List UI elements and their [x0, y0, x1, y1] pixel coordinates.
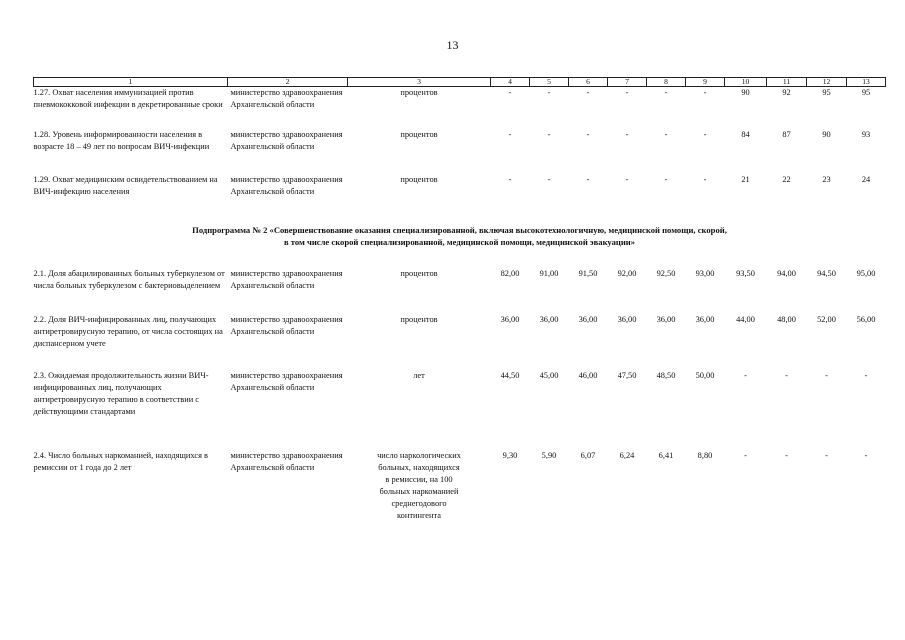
- value-cell: 82,00: [500, 268, 520, 278]
- value-cell: 90: [741, 88, 750, 97]
- value-cell: 94,00: [777, 268, 796, 278]
- value-cell: 47,50: [617, 370, 637, 380]
- value-cell: 24: [861, 174, 871, 184]
- column-number: 11: [767, 78, 807, 87]
- column-number: 12: [807, 78, 847, 87]
- column-number: 7: [608, 78, 647, 87]
- value-cell: -: [744, 450, 747, 460]
- table-row: [34, 268, 886, 314]
- value-cell: 22: [782, 174, 791, 184]
- unit: процентов: [400, 268, 438, 278]
- value-cell: -: [508, 129, 512, 139]
- column-number: 5: [530, 78, 569, 87]
- value-cell: -: [586, 174, 590, 184]
- value-cell: 23: [822, 174, 831, 184]
- column-number-row: [34, 78, 886, 87]
- value-cell: 6,24: [619, 450, 635, 460]
- value-cell: 92: [782, 88, 791, 97]
- page-number: 13: [446, 38, 459, 52]
- value-cell: -: [825, 370, 828, 380]
- value-cell: 91,00: [539, 268, 559, 278]
- indicator-name: 1.28. Уровень информированности населения в возрасте 18 – 49 лет по вопросам ВИЧ-инфекции: [33, 129, 210, 151]
- column-number: 3: [348, 78, 491, 87]
- responsible-org: министерство здравоохранения Архангельской области: [230, 268, 343, 290]
- unit: число наркологических больных, находящихся в ремиссии, на 100 больных наркоманией среднегодового контингента: [377, 450, 461, 520]
- subprogram-title-line1: Подпрограмма № 2 «Совершенствование оказания специализированной, включая высокотехнологичную, медицинской помощи, скорой,: [192, 224, 727, 235]
- value-cell: -: [785, 370, 788, 380]
- indicator-name: 2.2. Доля ВИЧ-инфицированных лиц, получающих антиретровирусную терапию, от числа состоящих на диспансерном учете: [33, 314, 223, 348]
- section-row: [34, 224, 886, 268]
- responsible-org: министерство здравоохранения Архангельской области: [230, 370, 343, 392]
- value-cell: -: [625, 88, 629, 97]
- value-cell: 52,00: [817, 314, 836, 324]
- value-cell: -: [547, 129, 551, 139]
- value-cell: 94,50: [817, 268, 836, 278]
- value-cell: -: [703, 88, 707, 97]
- indicators-table: [33, 77, 886, 568]
- value-cell: -: [547, 88, 551, 97]
- unit: процентов: [400, 88, 438, 97]
- value-cell: 48,00: [777, 314, 796, 324]
- value-cell: 50,00: [695, 370, 715, 380]
- table-row: [34, 174, 886, 224]
- value-cell: -: [586, 129, 590, 139]
- responsible-org: министерство здравоохранения Архангельской области: [230, 174, 343, 196]
- value-cell: 44,00: [736, 314, 755, 324]
- value-cell: -: [664, 129, 668, 139]
- unit: процентов: [400, 129, 438, 139]
- value-cell: 95: [822, 88, 831, 97]
- value-cell: -: [547, 174, 551, 184]
- table-row: [34, 314, 886, 370]
- value-cell: 36,00: [695, 314, 715, 324]
- value-cell: 87: [782, 129, 791, 139]
- indicator-name: 1.27. Охват населения иммунизацией против пневмококковой инфекции в декретированные сроки: [33, 88, 223, 109]
- value-cell: 91,50: [578, 268, 598, 278]
- value-cell: 36,00: [539, 314, 559, 324]
- value-cell: 93: [861, 129, 871, 139]
- responsible-org: министерство здравоохранения Архангельской области: [230, 450, 343, 472]
- value-cell: -: [664, 88, 668, 97]
- table-row: [34, 87, 886, 129]
- value-cell: -: [586, 88, 590, 97]
- value-cell: -: [625, 174, 629, 184]
- responsible-org: министерство здравоохранения Архангельской области: [230, 129, 343, 151]
- value-cell: 36,00: [578, 314, 598, 324]
- value-cell: 90: [822, 129, 831, 139]
- unit: лет: [413, 370, 425, 380]
- value-cell: 9,30: [502, 450, 518, 460]
- indicator-name: 2.1. Доля абацилированных больных туберкулезом от числа больных туберкулезом с бактериовыделением: [33, 268, 225, 290]
- column-number: 2: [228, 78, 348, 87]
- value-cell: -: [785, 450, 788, 460]
- value-cell: 6,07: [580, 450, 596, 460]
- value-cell: 46,00: [578, 370, 598, 380]
- value-cell: -: [508, 88, 512, 97]
- column-number: 8: [647, 78, 686, 87]
- indicator-name: 2.4. Число больных наркоманией, находящихся в ремиссии от 1 года до 2 лет: [33, 450, 208, 472]
- value-cell: -: [744, 370, 747, 380]
- column-number: 6: [569, 78, 608, 87]
- value-cell: 8,80: [697, 450, 713, 460]
- value-cell: 95,00: [856, 268, 876, 278]
- subprogram-title-line2: в том числе скорой специализированной, медицинской помощи, медицинской эвакуации»: [283, 236, 636, 247]
- value-cell: -: [864, 370, 868, 380]
- column-number: 4: [491, 78, 530, 87]
- value-cell: 21: [741, 174, 750, 184]
- value-cell: 92,50: [656, 268, 676, 278]
- table-row: [34, 450, 886, 568]
- unit: процентов: [400, 174, 438, 184]
- value-cell: 44,50: [500, 370, 520, 380]
- responsible-org: министерство здравоохранения Архангельской области: [230, 314, 343, 336]
- value-cell: 48,50: [656, 370, 676, 380]
- value-cell: 45,00: [539, 370, 559, 380]
- table-row: [34, 370, 886, 450]
- table-row: [34, 129, 886, 174]
- value-cell: -: [864, 450, 868, 460]
- value-cell: 56,00: [856, 314, 876, 324]
- column-number: 10: [725, 78, 767, 87]
- value-cell: 6,41: [658, 450, 674, 460]
- value-cell: -: [703, 129, 707, 139]
- value-cell: -: [508, 174, 512, 184]
- value-cell: 36,00: [500, 314, 520, 324]
- indicator-name: 2.3. Ожидаемая продолжительность жизни ВИЧ-инфицированных лиц, получающих антиретровирусную терапию в соответствии с действующими стандартами: [33, 370, 209, 416]
- unit: процентов: [400, 314, 438, 324]
- column-number: 13: [847, 78, 886, 87]
- value-cell: 92,00: [617, 268, 637, 278]
- value-cell: -: [825, 450, 828, 460]
- value-cell: 93,00: [695, 268, 715, 278]
- indicator-name: 1.29. Охват медицинским освидетельствованием на ВИЧ-инфекцию населения: [33, 174, 218, 196]
- column-number: 9: [686, 78, 725, 87]
- value-cell: 93,50: [736, 268, 755, 278]
- subprogram-title: [34, 224, 886, 268]
- value-cell: -: [664, 174, 668, 184]
- value-cell: 36,00: [617, 314, 637, 324]
- responsible-org: министерство здравоохранения Архангельской области: [230, 88, 343, 109]
- value-cell: -: [625, 129, 629, 139]
- value-cell: 36,00: [656, 314, 676, 324]
- value-cell: 5,90: [541, 450, 557, 460]
- value-cell: -: [703, 174, 707, 184]
- column-number: 1: [34, 78, 228, 87]
- value-cell: 95: [861, 88, 871, 97]
- value-cell: 84: [741, 129, 750, 139]
